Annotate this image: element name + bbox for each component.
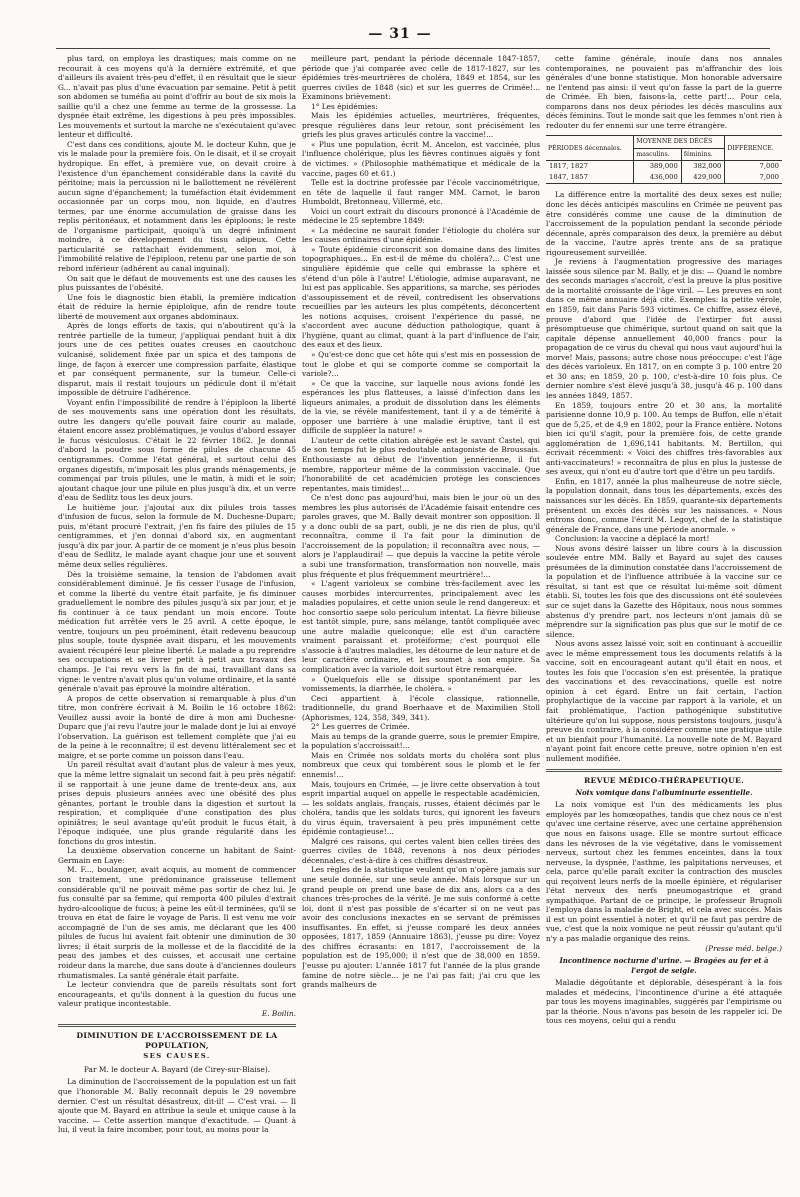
row-diff: 7,000 (759, 162, 779, 171)
article-separator (58, 1024, 296, 1027)
header-feminine: féminins. (681, 148, 725, 161)
paragraph: » Toute épidémie circonscrit son domaine dans des limites topographiques... En est-il de même du choléra?... C'est une singulière épidémie que celle qui embrasse la sphère et s'étend d'un pôle à l'autre! L'étiologie, admise auparavant, ne lui est pas applicable. Ses apparitions, sa marche, ses périodes d'assoupissement et de réveil, contredisent les observations recueillies par les auteurs les plus compétents, déconcertent les notions acquises, croisent l'expérience du passé, ne s'accordent avec aucune déduction pathologique, quant à l'hygiène, quant au climat, quant à la part d'influence de l'air, des eaux et des lieux. (302, 244, 540, 350)
article-title: DIMINUTION DE L'ACCROISSEMENT DE LA POPULATION, (76, 1031, 278, 1050)
column-3-intro (546, 54, 782, 130)
paragraph: Les règles de la statistique veulent qu'on n'opère jamais sur une seule donnée, sur une seule année. Mais lorsque sur un grand peuple on prend une base de dix ans, alors ca a des chances très-proches de la vérité. Je me suis conformé à cette loi, dont il n'est pas possible de s'écarter si on ne veut pas avoir des conclusions inexactes en se servant de prémisses insuffisantes. En effet, si j'eusse comparé les deux années opposées, 1817, 1859 (Annuaire 1863), j'eusse pu dire: Voyez des chiffres écrasants: en 1817, l'accroissement de la population est de 195,000; il n'est que de 38,000 en 1859. J'eusse pu ajouter: L'année 1817 fut l'année de la plus grande famine de notre siècle... je ne l'ai pas fait; j'ai cru que les grands malheurs de (302, 865, 540, 990)
paragraph: » Qu'est-ce donc que cet hôte qui s'est mis en possession de tout le globe et qui se comporte comme se comportait la variole?... (302, 349, 540, 379)
paragraph: On sait que le défaut de mouvements est une des causes les plus puissantes de l'obésité. (58, 273, 296, 293)
paragraph: L'auteur de cette citation abrégée est le savant Castel, qui de son temps fut le plus redoutable antagoniste de Broussais. Enthousiaste au début de l'invention jennérienne, il fut membre, rapporteur même de la commission vaccinale. Que l'honorabilité de cet académicien protège les consciences repentantes, mais timides!... (302, 435, 540, 493)
column-1 (58, 54, 296, 1184)
paragraph: Mais au temps de la grande guerre, sous le premier Empire, la population s'accroissait!... (302, 731, 540, 751)
article-body (58, 1077, 296, 1134)
paragraph: Nous avons désiré laisser un libre cours à la discussion soulevée entre MM. Bally et Bayard au sujet des causes présumées de la diminution constatée dans l'accroissement de la population et de l'influence attribuée à la vaccine sur ce résultat, si tant est que ce résultat lui-même soit dûment établi. Si, toutes les fois que des discussions ont été soulevées sur ce sujet dans la Gazette des Hôpitaux, nous nous sommes abstenus d'y prendre part, nos lecteurs n'ont jamais dû se méprendre sur la signification pas plus que sur le motif de ce silence. (546, 543, 782, 639)
paragraph: La noix vomique est l'un des médicaments les plus employés par les homœopathes, tandis que chez nous ce n'est qu'avec une certaine réserve, avec une certaine appréhension que nous en faisons usage. Elle se montre surtout efficace dans les névroses de la vie végétative, dans le vomissement nerveux, surtout chez les femmes enceintes, dans la toux nerveuse, la dyspnée, l'asthme, les palpitations nerveuses, et cela, parce qu'elle paraît exciter la contraction des muscles qui reçoivent leurs nerfs de la moelle épinière, et régulariser l'état nerveux des nerfs pneumogastrique et grand sympathique. Partant de ce principe, le professeur Brugnoli l'employa dans la maladie de Bright, et cela avec succès. Mais il est un point essentiel à noter, et qu'il ne faut pas perdre de vue, c'est que la noix vomique ne peut réussir qu'autant qu'il n'y a pas maladie organique des reins. (546, 800, 782, 944)
subsection-title-2: Incontinence nocturne d'urine. — Bragées au fer et à l'ergot de seigle. (559, 956, 769, 975)
column-1-body (58, 54, 296, 1009)
paragraph: Enfin, en 1817, année la plus malheureuse de notre siècle, la population donnait, dans tous les départements, excès des naissances sur les décès. En 1859, quarante-six départements présentent un excès des décès sur les naissances. « Nous entrons donc, comme l'écrit M. Legoyt, chef de la statistique générale de France, dans une période anormale. » (546, 476, 782, 534)
row-period: 1817, 1827 (546, 161, 634, 173)
row-masc: 389,000 (634, 161, 681, 173)
paragraph: plus tard, on employa les drastiques; mais comme on ne recourait à ces moyens qu'à la dernière extrémité, et que d'ailleurs ils avaient très-peu d'effet, il en résultait que le sieur G... n'avait pas plus d'une évacuation par semaine. Petit à petit son abdomen se tuméfia au point d'offrir au bout de six mois la saillie qu'il a chez une femme au terme de la grossesse. La dyspnée était extrême, les digestions à peu près impossibles. Les mouvements et surtout la marche ne s'exécutaient qu'avec lenteur et difficulté. (58, 54, 296, 140)
paragraph: La différence entre la mortalité des deux sexes est nulle; donc les décès anticipés masculins en Crimée ne peuvent pas être considérés comme une cause de la diminution de l'accroissement de la population pendant la seconde période décennale, après comparaison des deux, la première au début de la vaccine, l'autre après trente ans de sa pratique rigoureusement surveillée. (546, 190, 782, 257)
mortality-table (546, 135, 782, 184)
paragraph: Maladie dégoûtante et déplorable, désespérant à la fois malades et médecins, l'incontinence d'urine a été attaquée par tous les moyens imaginables, suggérés par l'empirisme ou par la théorie. Nous n'avons pas besoin de les rappeler ici. De tous ces moyens, celui qui a rendu (546, 978, 782, 1026)
page-number: — 31 — (368, 26, 432, 42)
paragraph: Voyant enfin l'impossibilité de rendre à l'épiploon la liberté de ses mouvements sans une opération dont les résultats, outre les dangers qu'elle pouvait faire courir au malade, étaient encore assez problématiques, je voulus d'abord essayer le fucus vésiculosus. C'était le 22 février 1862. Je donnai d'abord la poudre sous forme de pilules de chacune 45 centigrammes. Comme l'état général, et surtout celui des organes digestifs, m'imposait les plus grands ménagements, je commençai par trois pilules, une le matin, à midi et le soir; ajoutant chaque jour une pilule en plus jusqu'à dix, et un verre d'eau de Sedlitz tous les deux jours. (58, 397, 296, 503)
header-rule (56, 48, 770, 49)
header-masculine: masculins. (634, 148, 681, 161)
paragraph: Mais, toujours en Crimée, — je livre cette observation à tout esprit impartial auquel on appelle le respectable académicien, — les soldats anglais, français, russes, étaient décimés par le choléra, tandis que les soldats turcs, qui ignorent les faveurs du virus équin, traversaient à peu près impunément cette épidémie contagieuse!... (302, 779, 540, 837)
article-subtitle: SES CAUSES. (143, 1052, 211, 1061)
row-masc: 436,000 (634, 172, 681, 184)
source-citation: (Presse méd. belge.) (705, 943, 782, 953)
paragraph: La diminution de l'accroissement de la population est un fait que l'honorable M. Bally reconnaît depuis le 29 novembre dernier. C'est un résultat désastreux, dit-il! — C'est vrai. — Il ajoute que M. Bayard en attribue la seule et unique cause à la vaccine. — Cette assertion manque d'exactitude. — Quant à lui, il veut la faire incomber, pour tout, au moins pour la (58, 1077, 296, 1135)
row-fem: 429,000 (681, 172, 725, 184)
paragraph: Le lecteur conviendra que de pareils résultats sont fort encourageants, et qu'ils donnent à la question du fucus une valeur pratique incontestable. (58, 980, 296, 1009)
signature: E. Boilin. (261, 1008, 296, 1018)
paragraph: Un pareil résultat avait d'autant plus de valeur à mes yeux, que la même lettre signalait un second fait à peu près négatif: il se rapportait à une jeune dame de trente-deux ans, aux prises depuis plusieurs années avec une obésité des plus gênantes, portant le trouble dans la digestion et surtout la respiration, et compliquée d'une constipation des plus opiniâtres; le seul avantage qu'eût produit le fucus était, à l'époque indiquée, une plus grande régularité dans les fonctions du gros intestin. (58, 760, 296, 846)
paragraph: Telle est la doctrine professée par l'école vaccinométrique, en tête de laquelle il faut ranger MM. Carnot, le baron Humboldt, Bretonneau, Villermé, etc. (302, 178, 540, 207)
paragraph: 2° Les guerres de Crimée. (311, 722, 410, 732)
paragraph: La deuxième observation concerne un habitant de Saint-Germain en Laye: (58, 846, 296, 865)
paragraph: En 1859, toujours entre 20 et 30 ans, la mortalité parisienne donne 10,9 p. 100. Au temps de Buffon, elle n'était que de 5,25, et de 4,9 en 1802, pour la France entière. Notons bien ici qu'il s'agit, pour la première fois, de cette grande agglomération de 1,696,141 habitants. M. Bertillon, qui écrivait récemment: « Voici des chiffres très-favorables aux anti-vaccinateurs! » reconnaîtra de plus en plus la justesse de ses aveux, qui n'ont eu d'autre tort que d'être un peu tardifs. (546, 400, 782, 477)
column-2-body (302, 54, 540, 990)
paragraph: meilleure part, pendant la période décennale 1847-1857, période que j'ai comparée avec celle de 1817-1827, sur les épidémies très-meurtrières de choléra, 1849 et 1854, sur les guerres civiles de 1848 (sic) et sur les guerres de Crimée!... Examinons brièvement: (302, 54, 540, 102)
column-3-body (546, 190, 782, 763)
paragraph: A propos de cette observation si remarquable à plus d'un titre, mon confrère écrivait à M. Boilin le 16 octobre 1862: Veuillez aussi avoir la bonté de dire à mon ami Duchesne-Duparc que j'ai revu l'autre jour le malade dont je lui ai envoyé l'observation. La guérison est tellement complète que j'ai eu de la peine à le reconnaître; il est devenu littéralement sec et maigre, et se porte comme un poisson dans l'eau. (58, 693, 296, 760)
section-title: REVUE MÉDICO-THÉRAPEUTIQUE. (583, 776, 745, 786)
paragraph: » Quelquefois elle se dissipe spontanément par les vomissements, la diarrhée, le choléra. » (302, 674, 540, 694)
section-separator (546, 769, 782, 772)
paragraph: Ce n'est donc pas aujourd'hui, mais bien le jour où un des membres les plus autorisés de l'Académie faisait entendre ces paroles graves, que M. Bally devait montrer son opposition. Il y a donc oubli de sa part, oubli, je ne dis rien de plus, qu'il reconnaîtra, comme il l'a fait pour la diminution de l'accroissement de la population; il reconnaîtra avec nous, — alors je l'applaudirai! — que depuis la vaccine la petite vérole a subi une transformation, transformation non nouvelle, mais plus fréquente et plus fréquemment meurtrière!... (302, 493, 540, 579)
paragraph: Le huitième jour, j'ajoutai aux dix pilules trois tasses d'infusion de fucus, selon la formule de M. Duchesne-Duparc; puis, m'étant procuré l'extrait, j'en fis faire des pilules de 15 centigrammes, et j'en donnai d'abord six, en augmentant jusqu'à dix par jour. A partir de ce moment je n'eus plus besoin d'eau de Sedlitz, le malade ayant chaque jour une et souvent même deux selles régulières. (58, 502, 296, 569)
paragraph: cette famine générale, inouïe dans nos annales contemporaines, ne pouvaient pas m'affranchir des lois générales d'une bonne statistique. Mon honorable adversaire ne l'entend pas ainsi: il veut qu'on fasse la part de la guerre de Crimée. Eh bien, faisons-la, cette part!... Pour cela, comparons dans nos deux périodes les décès masculins aux décès féminins. Tout le monde sait que les femmes n'ont rien à redouter du fer ennemi sur une terre étrangère. (546, 54, 782, 130)
paragraph: » Ce que la vaccine, sur laquelle nous avions fondé les espérances les plus flatteuses, a laissé d'infection dans les liqueurs animales, a produit de dissolution dans les éléments de la vie, se révèle manifestement, tant il y a de témérité à opposer une barrière à une maladie éruptive, tant il est difficile de suppléer la nature! » (302, 378, 540, 436)
table-row (546, 161, 782, 173)
table-row (546, 172, 782, 184)
header-mean: MOYENNE DES DÉCÈS (634, 136, 725, 149)
paragraph: M. F..., boulanger, avait acquis, au moment de commencer son traitement, une prédominance graisseuse tellement considérable qu'il ne pouvait même pas sortir de chez lui. Je fus consulté par sa femme, qui remporta 400 pilules d'extrait hydro-alcoolique de fucus; à peine les eût-il terminées, qu'il se trouva en état de faire le voyage de Paris. Il est venu me voir accompagné de l'un de ses amis, me déclarant que les 400 pilules de fucus lui avaient fait obtenir une diminution de 30 livres; il était surpris de la mollesse et de la flaccidité de la peau des jambes et des cuisses, et accusait une certaine roideur dans la marche, due sans doute à d'anciennes douleurs rhumatismales. La santé générale était parfaite. (58, 865, 296, 980)
row-period: 1847, 1857 (546, 172, 634, 184)
paragraph: C'est dans ces conditions, ajoute M. le docteur Kuhn, que je vis le malade pour la première fois. On le disait, et il se croyait hydropique. En effet, à première vue, on devait croire à l'existence d'un épanchement considérable dans la cavité du péritoine; mais la percussion ni le ballottement ne révélèrent aucun signe d'épanchement; la tuméfaction était évidemment occasionnée par un corps mou, non liquide, en d'autres termes, par une énorme accumulation de graisse dans les replis péritonéaux, et notamment dans les épiploons; le reste de l'organisme participait, quoiqu'à un degré infiniment moindre, à ce développement du tissu adipeux. Cette particularité se rattachait évidemment, selon moi, à l'immobilité relative de l'épiploon, retenu par une partie de son rebord inférieur (adhérent au canal inguinal). (58, 139, 296, 274)
article-byline: Par M. le docteur A. Bayard (de Cirey-sur-Blaise). (83, 1064, 271, 1074)
header-difference: DIFFÉRENCE. (725, 136, 782, 161)
paragraph: « L'agent varioleux se combine très-facilement avec les causes morbides intercurrentes, principalement avec les maladies populaires, et cette union seule le rend dangereux: et hoc consortio saepe solo periculum intentat. La fièvre bilieuse est tantôt simple, pure, sans mélange, tantôt compliquée avec une autre maladie quelconque; elle est d'un caractère vraiment paraissant et protéiforme; c'est pourquoi elle s'associe à d'autres maladies, les détourne de leur nature et de leur caractère ordinaire, et les soumet à son empire. Sa complication avec la variole doit surtout être remarquée. (302, 579, 540, 674)
header-periods: PÉRIODES décennales. (546, 136, 634, 161)
paragraph: Nous avons assez laissé voir, soit en continuant à accueillir avec le même empressement tous les documents relatifs à la vaccine, soit en encourageant autant qu'il était en nous, et toutes les fois que l'occasion s'en est présentée, la pratique des vaccinations et des revaccinations, quelle est notre opinion à cet égard. Entre un fait certain, l'action prophylactique de la vaccine par rapport à la variole, et un fait problématique, l'action pathogénique substitutive ultérieure qu'on lui suppose, nous persistons toujours, jusqu'à preuve du contraire, à la considérer comme une pratique utile et un bienfait pour l'humanité. La nouvelle note de M. Bayard n'ayant point fait encore cette preuve, notre opinion n'en est nullement modifiée. (546, 639, 782, 763)
row-fem: 382,000 (681, 161, 725, 173)
column-2 (302, 54, 540, 1184)
row-diff: 7,000 (759, 173, 779, 182)
paragraph: « Plus une population, écrit M. Ancelon, est vaccinée, plus l'influence cholérique, plus les fièvres continues aiguës y font de victimes. » (Philosophie mathématique et médicale de la vaccine, pages 60 et 61.) (302, 139, 540, 178)
paragraph: Je reviens à l'augmentation progressive des mariages laissée sous silence par M. Bally, et je dis: — Quand le nombre des seconds mariages s'accroît, c'est la preuve la plus positive de la mortalité croissante de l'âge viril. — Les preuves en sont dans ce même annuaire déjà cité. Exemples: la petite vérole, en 1859, fait dans Paris 593 victimes. Ce chiffre, assez élevé, prouve d'abord que l'idée de l'extirper fut aussi présomptueuse que chimérique, surtout quand on sait que la capitale dépense annuellement 40,000 francs pour la propagation de ce virus du cheval qui nous vaut aujourd'hui la morve! Mais, passons; autre chose nous préoccupe: c'est l'âge des décès varioleux. En 1817, on en compte 3 p. 100 entre 20 et 30 ans; en 1859, 20 p. 100, c'est-à-dire 10 fois plus. Ce dernier nombre s'est élevé jusqu'à 38, jusqu'à 46 p. 100 dans les années 1849, 1857. (546, 257, 782, 400)
paragraph: Malgré ces raisons, qui certes valent bien celles tirées des guerres civiles de 1848, revenons à nos deux périodes décennales, c'est-à-dire à ces chiffres désastreux. (302, 836, 540, 865)
paragraph: Après de longs efforts de taxis, qui n'aboutirent qu'à la rentrée partielle de la tumeur, j'appliquai pendant huit à dix jours une de ces petites ouates creuses en caoutchouc vulcanisé, solidement fixée par un spica et des tampons de linge, de façon à exercer une compression parfaite, élastique et par conséquent permanente, sur la tumeur. Celle-ci disparut, mais il restait toujours un pédicule dont il m'était impossible de détruire l'adhérence. (58, 321, 296, 398)
paragraph: « La médecine ne saurait fonder l'étiologie du choléra sur les causes ordinaires d'une épidémie. (302, 225, 540, 245)
column-3 (546, 54, 782, 1184)
paragraph: Dès la troisième semaine, la tension de l'abdomen avait considérablement diminué. Je fis cesser l'usage de l'infusion, et comme la liberté du ventre était parfaite, je fis diminuer graduellement le nombre des pilules jusqu'à six par jour, et je fis continuer à ce taux pendant un mois encore. Toute médication fut arrêtée vers le 25 avril. A cette époque, le ventre, toujours un peu proéminent, était redevenu beaucoup plus souple, toute dyspnée avait disparu, et les mouvements avaient récupéré leur pleine liberté. Le malade a pu reprendre ses occupations et se livrer petit à petit aux travaux des champs. Je l'ai revu vers la fin de mai, travaillant dans sa vigne: le ventre n'avait plus qu'un volume ordinaire, et la santé générale n'avait pas éprouvé la moindre altération. (58, 569, 296, 694)
paragraph: Ceci appartient à l'école classique, rationnelle, traditionnelle, du grand Boerhaave et de Maximilien Stoll (Aphorismes, 124, 358, 349, 341). (302, 693, 540, 722)
paragraph: Mais en Crimée nos soldats morts du choléra sont plus nombreux que ceux qui tombèrent sous le plomb et le fer ennemis!... (302, 750, 540, 780)
paragraph: Voici un court extrait du discours prononcé à l'Académie de médecine le 25 septembre 1849: (302, 206, 540, 226)
paragraph: Mais les épidémies actuelles, meurtrières, fréquentes, presque régulières dans leur retour, sont précisément les griefs les plus graves articulés contre la vaccine!... (302, 111, 540, 140)
subsection-body-1 (546, 800, 782, 943)
subsection-title-1: Noix vomique dans l'albuminurie essentielle. (575, 787, 753, 797)
subsection-body-2 (546, 978, 782, 1026)
paragraph: Une fois le diagnostic bien établi, la première indication était de réduire la hernie épiploïque, afin de rendre toute liberté de mouvement aux organes abdominaux. (58, 292, 296, 321)
paragraph: Conclusion: la vaccine a déplacé la mort! (555, 534, 710, 544)
paragraph: 1° Les épidémies: (311, 101, 378, 111)
